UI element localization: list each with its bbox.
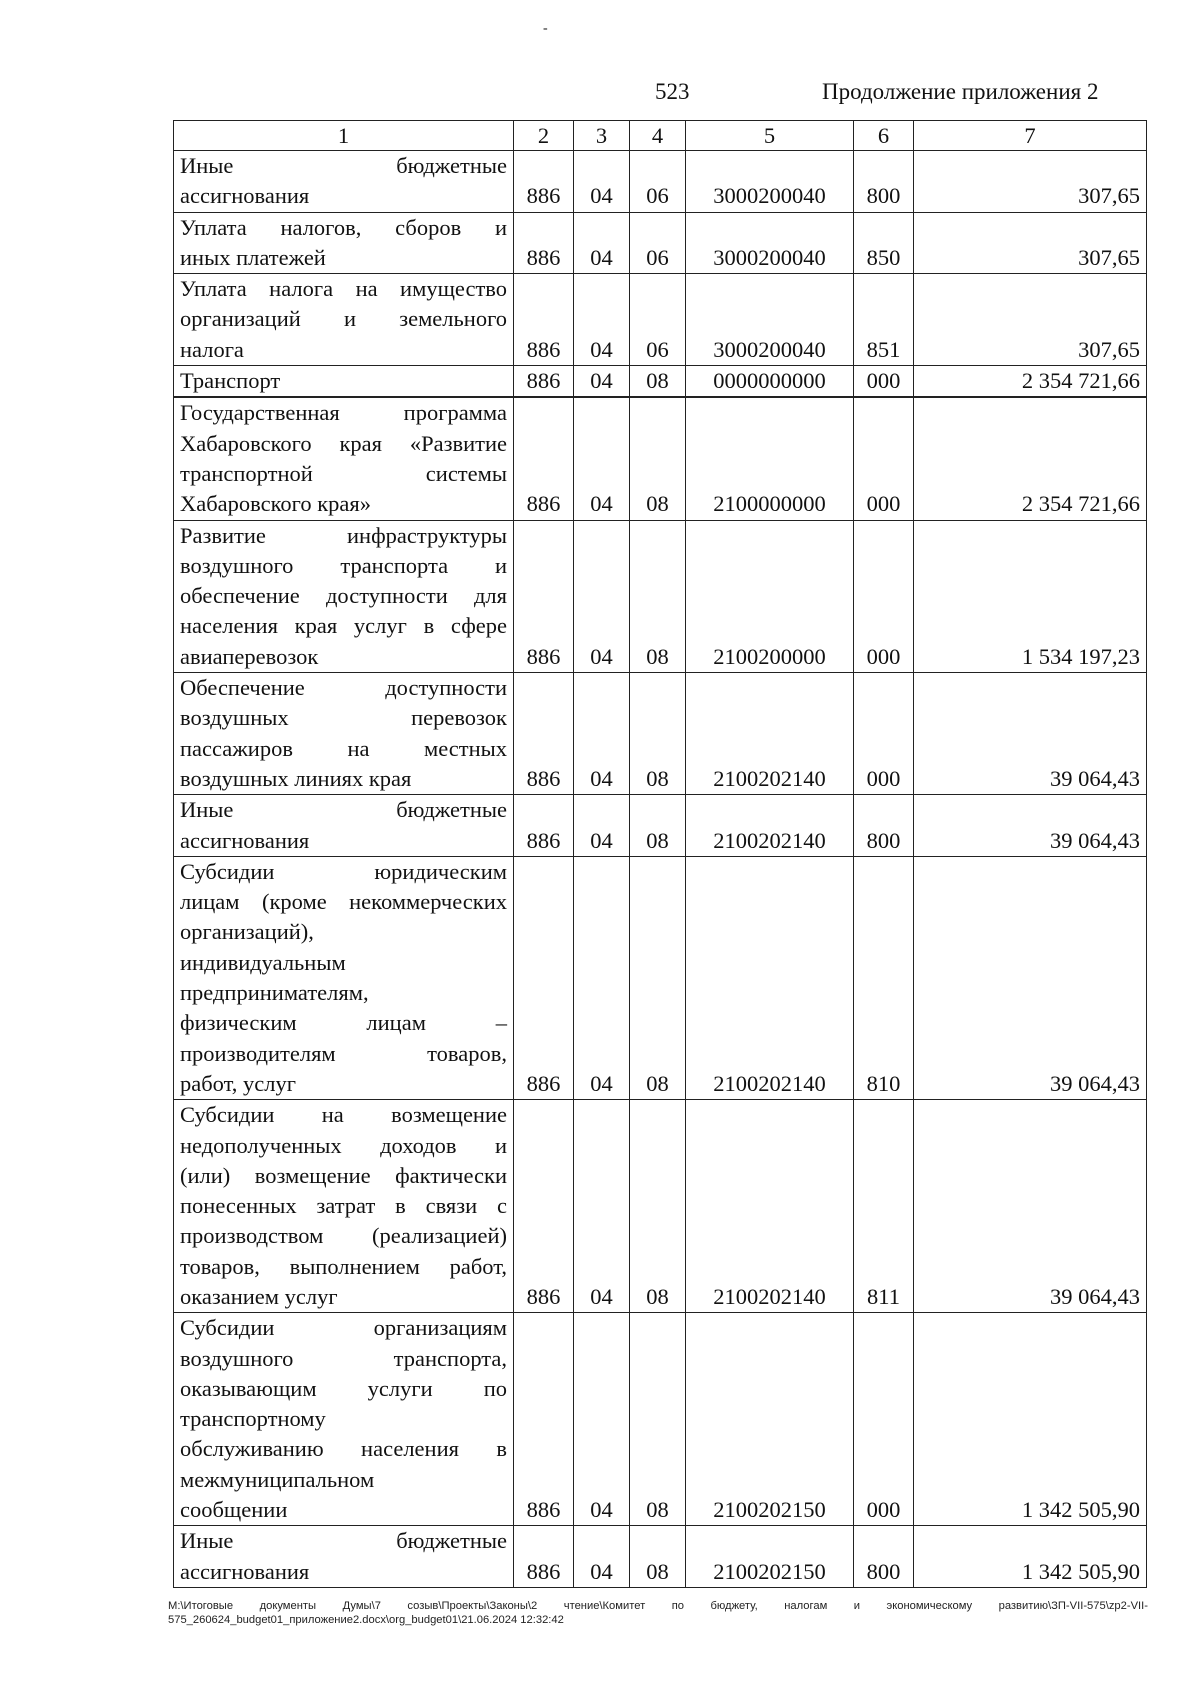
- column-header: 4: [630, 121, 686, 151]
- cell-c4: 08: [630, 366, 686, 398]
- row-name-cell: [174, 274, 514, 366]
- header-row: [174, 121, 1147, 151]
- cell-c2: 886: [514, 673, 574, 795]
- cell-c3: 04: [574, 397, 630, 520]
- row-name-cell: [174, 151, 514, 213]
- cell-c7: 39 064,43: [914, 795, 1147, 857]
- table-row: [174, 856, 1147, 1099]
- page-number: 523: [655, 79, 690, 104]
- row-name-cell: [174, 795, 514, 857]
- table-row: [174, 212, 1147, 274]
- row-name-line: Транспорт: [180, 368, 281, 394]
- table-body: [174, 121, 1147, 1588]
- row-name-line: ассигнования: [180, 1558, 310, 1584]
- row-name-line: Субсидии юридическим: [180, 858, 507, 884]
- cell-c3: 04: [574, 520, 630, 672]
- row-name-cell: [174, 1526, 514, 1588]
- cell-c7: 2 354 721,66: [914, 366, 1147, 398]
- row-name-line: индивидуальным: [180, 949, 346, 975]
- row-name: [180, 1526, 507, 1587]
- row-name-line: налога: [180, 336, 244, 362]
- row-name-line: воздушных перевозок: [180, 705, 507, 731]
- cell-c5: 2100202150: [686, 1313, 854, 1526]
- cell-c6: 810: [854, 856, 914, 1099]
- row-name-cell: [174, 856, 514, 1099]
- row-name-line: Иные бюджетные: [180, 1528, 507, 1554]
- cell-c7: 1 534 197,23: [914, 520, 1147, 672]
- cell-c5: 2100202140: [686, 795, 854, 857]
- row-name-line: работ, услуг: [180, 1070, 296, 1096]
- row-name-line: производителям товаров,: [180, 1040, 507, 1066]
- row-name: [180, 1100, 507, 1312]
- row-name-line: Субсидии на возмещение: [180, 1102, 507, 1128]
- row-name-cell: [174, 366, 514, 398]
- cell-c5: 2100202140: [686, 673, 854, 795]
- cell-c6: 851: [854, 274, 914, 366]
- row-name-line: населения края услуг в сфере: [180, 613, 507, 639]
- cell-c6: 800: [854, 795, 914, 857]
- row-name-line: Уплата налогов, сборов и: [180, 214, 507, 240]
- row-name-line: лицам (кроме некоммерческих: [180, 889, 507, 915]
- row-name-line: производством (реализацией): [180, 1223, 507, 1249]
- cell-c4: 08: [630, 520, 686, 672]
- budget-table: [173, 120, 1147, 1588]
- row-name-line: организаций),: [180, 919, 314, 945]
- cell-c4: 06: [630, 151, 686, 213]
- cell-c3: 04: [574, 795, 630, 857]
- cell-c3: 04: [574, 151, 630, 213]
- row-name-line: физическим лицам –: [180, 1010, 507, 1036]
- row-name-line: сообщении: [180, 1497, 288, 1523]
- cell-c2: 886: [514, 151, 574, 213]
- cell-c5: 2100202140: [686, 1100, 854, 1313]
- row-name-line: Государственная программа: [180, 400, 507, 426]
- row-name-line: предпринимателям,: [180, 980, 369, 1006]
- cell-c5: 2100200000: [686, 520, 854, 672]
- row-name-line: Хабаровского края «Развитие: [180, 430, 507, 456]
- row-name-line: Обеспечение доступности: [180, 675, 507, 701]
- row-name-line: понесенных затрат в связи с: [180, 1193, 507, 1219]
- table-row: [174, 1313, 1147, 1526]
- row-name: [180, 673, 507, 794]
- cell-c3: 04: [574, 673, 630, 795]
- row-name-line: авиаперевозок: [180, 643, 319, 669]
- row-name: [180, 857, 507, 1099]
- row-name-line: обеспечение доступности для: [180, 583, 507, 609]
- row-name-line: иных платежей: [180, 244, 326, 270]
- table-row: [174, 795, 1147, 857]
- table-row: [174, 397, 1147, 520]
- row-name-cell: [174, 1100, 514, 1313]
- row-name-line: обслуживанию населения в: [180, 1436, 507, 1462]
- cell-c2: 886: [514, 795, 574, 857]
- cell-c3: 04: [574, 274, 630, 366]
- cell-c5: 2100000000: [686, 397, 854, 520]
- cell-c5: 3000200040: [686, 151, 854, 213]
- cell-c6: 800: [854, 151, 914, 213]
- cell-c7: 39 064,43: [914, 673, 1147, 795]
- row-name-cell: [174, 520, 514, 672]
- cell-c6: 000: [854, 520, 914, 672]
- cell-c5: 2100202150: [686, 1526, 854, 1588]
- cell-c2: 886: [514, 274, 574, 366]
- row-name-line: Иные бюджетные: [180, 153, 507, 178]
- continuation-title: Продолжение приложения 2: [822, 79, 1099, 104]
- cell-c4: 08: [630, 1313, 686, 1526]
- cell-c7: 1 342 505,90: [914, 1526, 1147, 1588]
- table-row: [174, 1100, 1147, 1313]
- column-header: 2: [514, 121, 574, 151]
- cell-c3: 04: [574, 1100, 630, 1313]
- row-name: [180, 151, 507, 212]
- cell-c5: 3000200040: [686, 212, 854, 274]
- cell-c7: 39 064,43: [914, 1100, 1147, 1313]
- cell-c4: 08: [630, 1526, 686, 1588]
- row-name-line: Хабаровского края»: [180, 491, 371, 517]
- cell-c7: 307,65: [914, 274, 1147, 366]
- cell-c2: 886: [514, 1100, 574, 1313]
- row-name-line: Субсидии организациям: [180, 1315, 507, 1341]
- row-name-line: (или) возмещение фактически: [180, 1162, 507, 1188]
- row-name-line: Уплата налога на имущество: [180, 276, 507, 302]
- row-name-line: межмуниципальном: [180, 1466, 375, 1492]
- cell-c3: 04: [574, 366, 630, 398]
- row-name: [180, 274, 507, 365]
- column-header: 6: [854, 121, 914, 151]
- row-name-line: товаров, выполнением работ,: [180, 1253, 507, 1279]
- row-name: [180, 521, 507, 672]
- cell-c4: 08: [630, 795, 686, 857]
- row-name-cell: [174, 673, 514, 795]
- cell-c6: 800: [854, 1526, 914, 1588]
- row-name: [180, 213, 507, 274]
- cell-c7: 307,65: [914, 151, 1147, 213]
- row-name: [180, 1313, 507, 1525]
- cell-c2: 886: [514, 1313, 574, 1526]
- cell-c6: 000: [854, 366, 914, 398]
- cell-c3: 04: [574, 212, 630, 274]
- cell-c6: 000: [854, 397, 914, 520]
- cell-c2: 886: [514, 1526, 574, 1588]
- table-row: [174, 673, 1147, 795]
- cell-c5: 0000000000: [686, 366, 854, 398]
- row-name: [180, 795, 507, 856]
- cell-c4: 08: [630, 397, 686, 520]
- cell-c6: 811: [854, 1100, 914, 1313]
- cell-c4: 08: [630, 856, 686, 1099]
- row-name-cell: [174, 397, 514, 520]
- cell-c6: 000: [854, 673, 914, 795]
- cell-c2: 886: [514, 212, 574, 274]
- cell-c4: 08: [630, 1100, 686, 1313]
- row-name-line: пассажиров на местных: [180, 735, 507, 761]
- cell-c2: 886: [514, 856, 574, 1099]
- cell-c6: 000: [854, 1313, 914, 1526]
- row-name-line: Иные бюджетные: [180, 797, 507, 823]
- cell-c3: 04: [574, 1313, 630, 1526]
- cell-c4: 08: [630, 673, 686, 795]
- column-header: 1: [174, 121, 514, 151]
- cell-c4: 06: [630, 274, 686, 366]
- row-name-line: воздушных линиях края: [180, 765, 412, 791]
- row-name: [180, 366, 507, 396]
- table-row: [174, 1526, 1147, 1588]
- row-name-line: воздушного транспорта и: [180, 552, 507, 578]
- row-name-line: ассигнования: [180, 827, 310, 853]
- top-mark: -: [543, 21, 548, 36]
- cell-c4: 06: [630, 212, 686, 274]
- cell-c6: 850: [854, 212, 914, 274]
- table-row: [174, 274, 1147, 366]
- row-name-line: оказанием услуг: [180, 1283, 338, 1309]
- row-name-line: оказывающим услуги по: [180, 1375, 507, 1401]
- cell-c2: 886: [514, 397, 574, 520]
- row-name: [180, 398, 507, 519]
- row-name-line: транспортному: [180, 1406, 326, 1432]
- cell-c3: 04: [574, 856, 630, 1099]
- table-row: [174, 366, 1147, 398]
- row-name-line: транспортной системы: [180, 460, 507, 486]
- cell-c5: 3000200040: [686, 274, 854, 366]
- row-name-line: организаций и земельного: [180, 306, 507, 332]
- table-row: [174, 151, 1147, 213]
- table-row: [174, 520, 1147, 672]
- row-name-cell: [174, 1313, 514, 1526]
- cell-c7: 307,65: [914, 212, 1147, 274]
- cell-c2: 886: [514, 520, 574, 672]
- row-name-line: воздушного транспорта,: [180, 1345, 507, 1371]
- cell-c7: 2 354 721,66: [914, 397, 1147, 520]
- row-name-line: ассигнования: [180, 183, 310, 209]
- row-name-line: недополученных доходов и: [180, 1132, 507, 1158]
- column-header: 3: [574, 121, 630, 151]
- column-header: 7: [914, 121, 1147, 151]
- cell-c5: 2100202140: [686, 856, 854, 1099]
- file-path-footer: M:\Итоговые документы Думы\7 созыв\Проекты\Законы\2 чтение\Комитет по бюджету, налогам и экономическому развитию\ЗП-VII-575\zp2-VII-575_260624_budget01_приложение2.docx\org_budget01\21.06.2024 12:32:42: [168, 1600, 1148, 1626]
- row-name-line: Развитие инфраструктуры: [180, 522, 507, 548]
- cell-c3: 04: [574, 1526, 630, 1588]
- row-name-cell: [174, 212, 514, 274]
- cell-c7: 1 342 505,90: [914, 1313, 1147, 1526]
- column-header: 5: [686, 121, 854, 151]
- cell-c2: 886: [514, 366, 574, 398]
- cell-c7: 39 064,43: [914, 856, 1147, 1099]
